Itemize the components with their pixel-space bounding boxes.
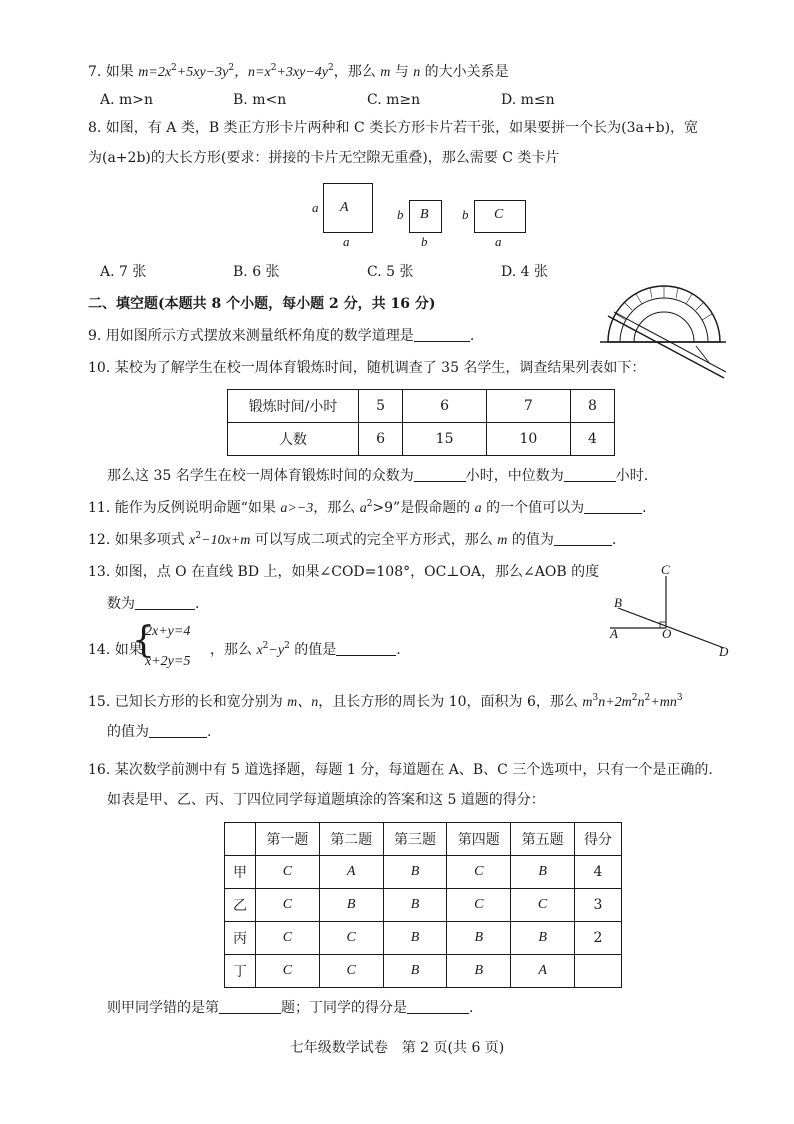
- table-cell: 第四题: [447, 823, 511, 856]
- page-footer: 七年级数学试卷 第 2 页(共 6 页): [289, 1040, 505, 1056]
- q13-label-o: O: [662, 626, 672, 641]
- table-cell: B: [383, 955, 447, 988]
- table-cell: [225, 823, 256, 856]
- table-cell: B: [383, 889, 447, 922]
- q7-option-c: C. m≥n: [367, 92, 421, 108]
- table-cell: 得分: [575, 823, 622, 856]
- table-cell: B: [319, 889, 383, 922]
- q8-option-a: A. 7 张: [100, 264, 147, 280]
- q8-stem-line1: 8. 如图，有 A 类，B 类正方形卡片两种和 C 类长方形卡片若干张，如果要拼一个长为(3a+b)，宽: [88, 120, 699, 136]
- table-cell: 乙: [225, 889, 256, 922]
- q16-stem-line1: 16. 某次数学前测中有 5 道选择题，每题 1 分，每道题在 A、B、C 三个选项中，只有一个是正确的.: [88, 762, 713, 778]
- table-cell: 3: [575, 889, 622, 922]
- table-cell: A: [511, 955, 575, 988]
- table-cell: 第五题: [511, 823, 575, 856]
- q8-stem-line2: 为(a+2b)的大长方形(要求：拼接的卡片无空隙无重叠)，那么需要 C 类卡片: [88, 150, 560, 166]
- table-cell: 4: [575, 856, 622, 889]
- q14-brace: {: [132, 620, 155, 661]
- table-cell: 4: [570, 423, 614, 456]
- q8-option-b: B. 6 张: [233, 264, 280, 280]
- q11-answer-blank[interactable]: [584, 499, 642, 514]
- table-cell: C: [511, 889, 575, 922]
- section-2-heading: 二、填空题(本题共 8 个小题，每小题 2 分，共 16 分): [88, 296, 436, 312]
- table-cell: 2: [575, 922, 622, 955]
- q7-option-b: B. m<n: [233, 92, 287, 108]
- table-cell: B: [383, 856, 447, 889]
- table-cell: 10: [486, 423, 570, 456]
- table-cell: 甲: [225, 856, 256, 889]
- table-cell: 锻炼时间/小时: [228, 390, 359, 423]
- q14-equation-1: 2x+y=4: [145, 624, 191, 639]
- card-a-label: A: [340, 200, 349, 215]
- q13-stem-line1: 13. 如图，点 O 在直线 BD 上，如果∠COD=108°，OC⊥OA，那么∠AOB 的度: [88, 564, 600, 580]
- q10-median-blank[interactable]: [564, 467, 616, 482]
- q13-label-b: B: [614, 595, 622, 610]
- table-cell: C: [256, 856, 320, 889]
- table-cell: B: [447, 955, 511, 988]
- table-cell: 5: [359, 390, 403, 423]
- q10-followup: 那么这 35 名学生在校一周体育锻炼时间的众数为 小时，中位数为 小时.: [107, 468, 649, 484]
- q13-label-a: A: [610, 626, 618, 641]
- card-c-bottom-label: a: [495, 234, 502, 249]
- q14-equation-2: x+2y=5: [145, 654, 191, 669]
- table-cell: 7: [486, 390, 570, 423]
- q9-stem: 9. 用如图所示方式摆放来测量纸杯角度的数学道理是 .: [88, 328, 475, 344]
- card-b-bottom-label: b: [421, 234, 428, 249]
- card-b-side-label: b: [397, 207, 404, 222]
- q10-table-row-time: [228, 390, 615, 423]
- table-cell: C: [256, 955, 320, 988]
- table-row: [225, 922, 622, 955]
- q15-line2: 的值为 .: [107, 724, 212, 740]
- table-cell: C: [319, 922, 383, 955]
- table-cell: A: [319, 856, 383, 889]
- q12-stem: 12. 如果多项式 $x^2-10x+m$ 可以写成二项式的完全平方形式，那么 m 的值为 .: [88, 531, 617, 548]
- q16-wrong-question-blank[interactable]: [219, 999, 281, 1014]
- card-c-label: C: [494, 207, 504, 222]
- table-cell: 人数: [228, 423, 359, 456]
- q10-table-row-count: [228, 423, 615, 456]
- table-cell: B: [511, 922, 575, 955]
- table-cell: C: [447, 856, 511, 889]
- table-row: [225, 955, 622, 988]
- table-cell: 丙: [225, 922, 256, 955]
- q10-stem: 10. 某校为了解学生在校一周体育锻炼时间，随机调查了 35 名学生，调查结果列表如下：: [88, 360, 646, 376]
- table-cell: 15: [403, 423, 487, 456]
- table-cell: B: [447, 922, 511, 955]
- table-cell: 6: [359, 423, 403, 456]
- q15-answer-blank[interactable]: [149, 723, 207, 738]
- q16-table: [224, 822, 622, 988]
- table-cell: B: [383, 922, 447, 955]
- q14-question: ，那么 $x^2-y^2$ 的值是 .: [210, 641, 401, 658]
- q14-answer-blank[interactable]: [336, 641, 396, 656]
- q16-table-header: [225, 823, 622, 856]
- q7-option-d: D. m≤n: [501, 92, 555, 108]
- q11-stem: 11. 能作为反例说明命题“如果 a>−3，那么 $a^2>9$”是假命题的 a 的一个值可以为 .: [88, 499, 647, 516]
- table-cell: C: [256, 889, 320, 922]
- q13-label-c: C: [661, 562, 670, 577]
- q16-stem-line2: 如表是甲、乙、丙、丁四位同学每道题填涂的答案和这 5 道题的得分：: [107, 792, 545, 808]
- q16-score-blank[interactable]: [407, 999, 469, 1014]
- q13-stem-line2: 数为 .: [107, 596, 200, 612]
- q9-answer-blank[interactable]: [414, 327, 470, 342]
- table-cell: 第三题: [383, 823, 447, 856]
- table-cell: 第二题: [319, 823, 383, 856]
- q12-answer-blank[interactable]: [554, 531, 612, 546]
- table-cell: 8: [570, 390, 614, 423]
- q13-answer-blank[interactable]: [135, 595, 195, 610]
- q16-followup: 则甲同学错的是第 题；丁同学的得分是 .: [107, 1000, 474, 1016]
- table-cell: C: [319, 955, 383, 988]
- q7-stem: 7. 如果 $m=2x^2+5xy-3y^2$，$n=x^2+3xy-4y^2$，那么 m 与 n 的大小关系是: [88, 63, 509, 80]
- table-row: [225, 856, 622, 889]
- table-cell: 第一题: [256, 823, 320, 856]
- table-row: [225, 889, 622, 922]
- q10-table: [227, 389, 615, 456]
- q8-option-d: D. 4 张: [501, 264, 548, 280]
- table-cell: C: [256, 922, 320, 955]
- card-b-label: B: [420, 207, 429, 222]
- card-a-bottom-label: a: [343, 234, 350, 249]
- q10-mode-blank[interactable]: [414, 467, 466, 482]
- q15-stem: 15. 已知长方形的长和宽分别为 m、n，且长方形的周长为 10，面积为 6，那么 $m^3n+2m^2n^2+mn^3$: [88, 693, 683, 710]
- table-cell: 6: [403, 390, 487, 423]
- table-cell: 丁: [225, 955, 256, 988]
- q7-option-a: A. m>n: [100, 92, 154, 108]
- q8-option-c: C. 5 张: [367, 264, 414, 280]
- card-a-side-label: a: [312, 200, 319, 215]
- table-cell: B: [511, 856, 575, 889]
- table-cell: C: [447, 889, 511, 922]
- q14-prefix: 14. 如果: [88, 642, 143, 658]
- q13-label-d: D: [719, 644, 729, 659]
- table-cell: [575, 955, 622, 988]
- card-c-side-label: b: [462, 207, 469, 222]
